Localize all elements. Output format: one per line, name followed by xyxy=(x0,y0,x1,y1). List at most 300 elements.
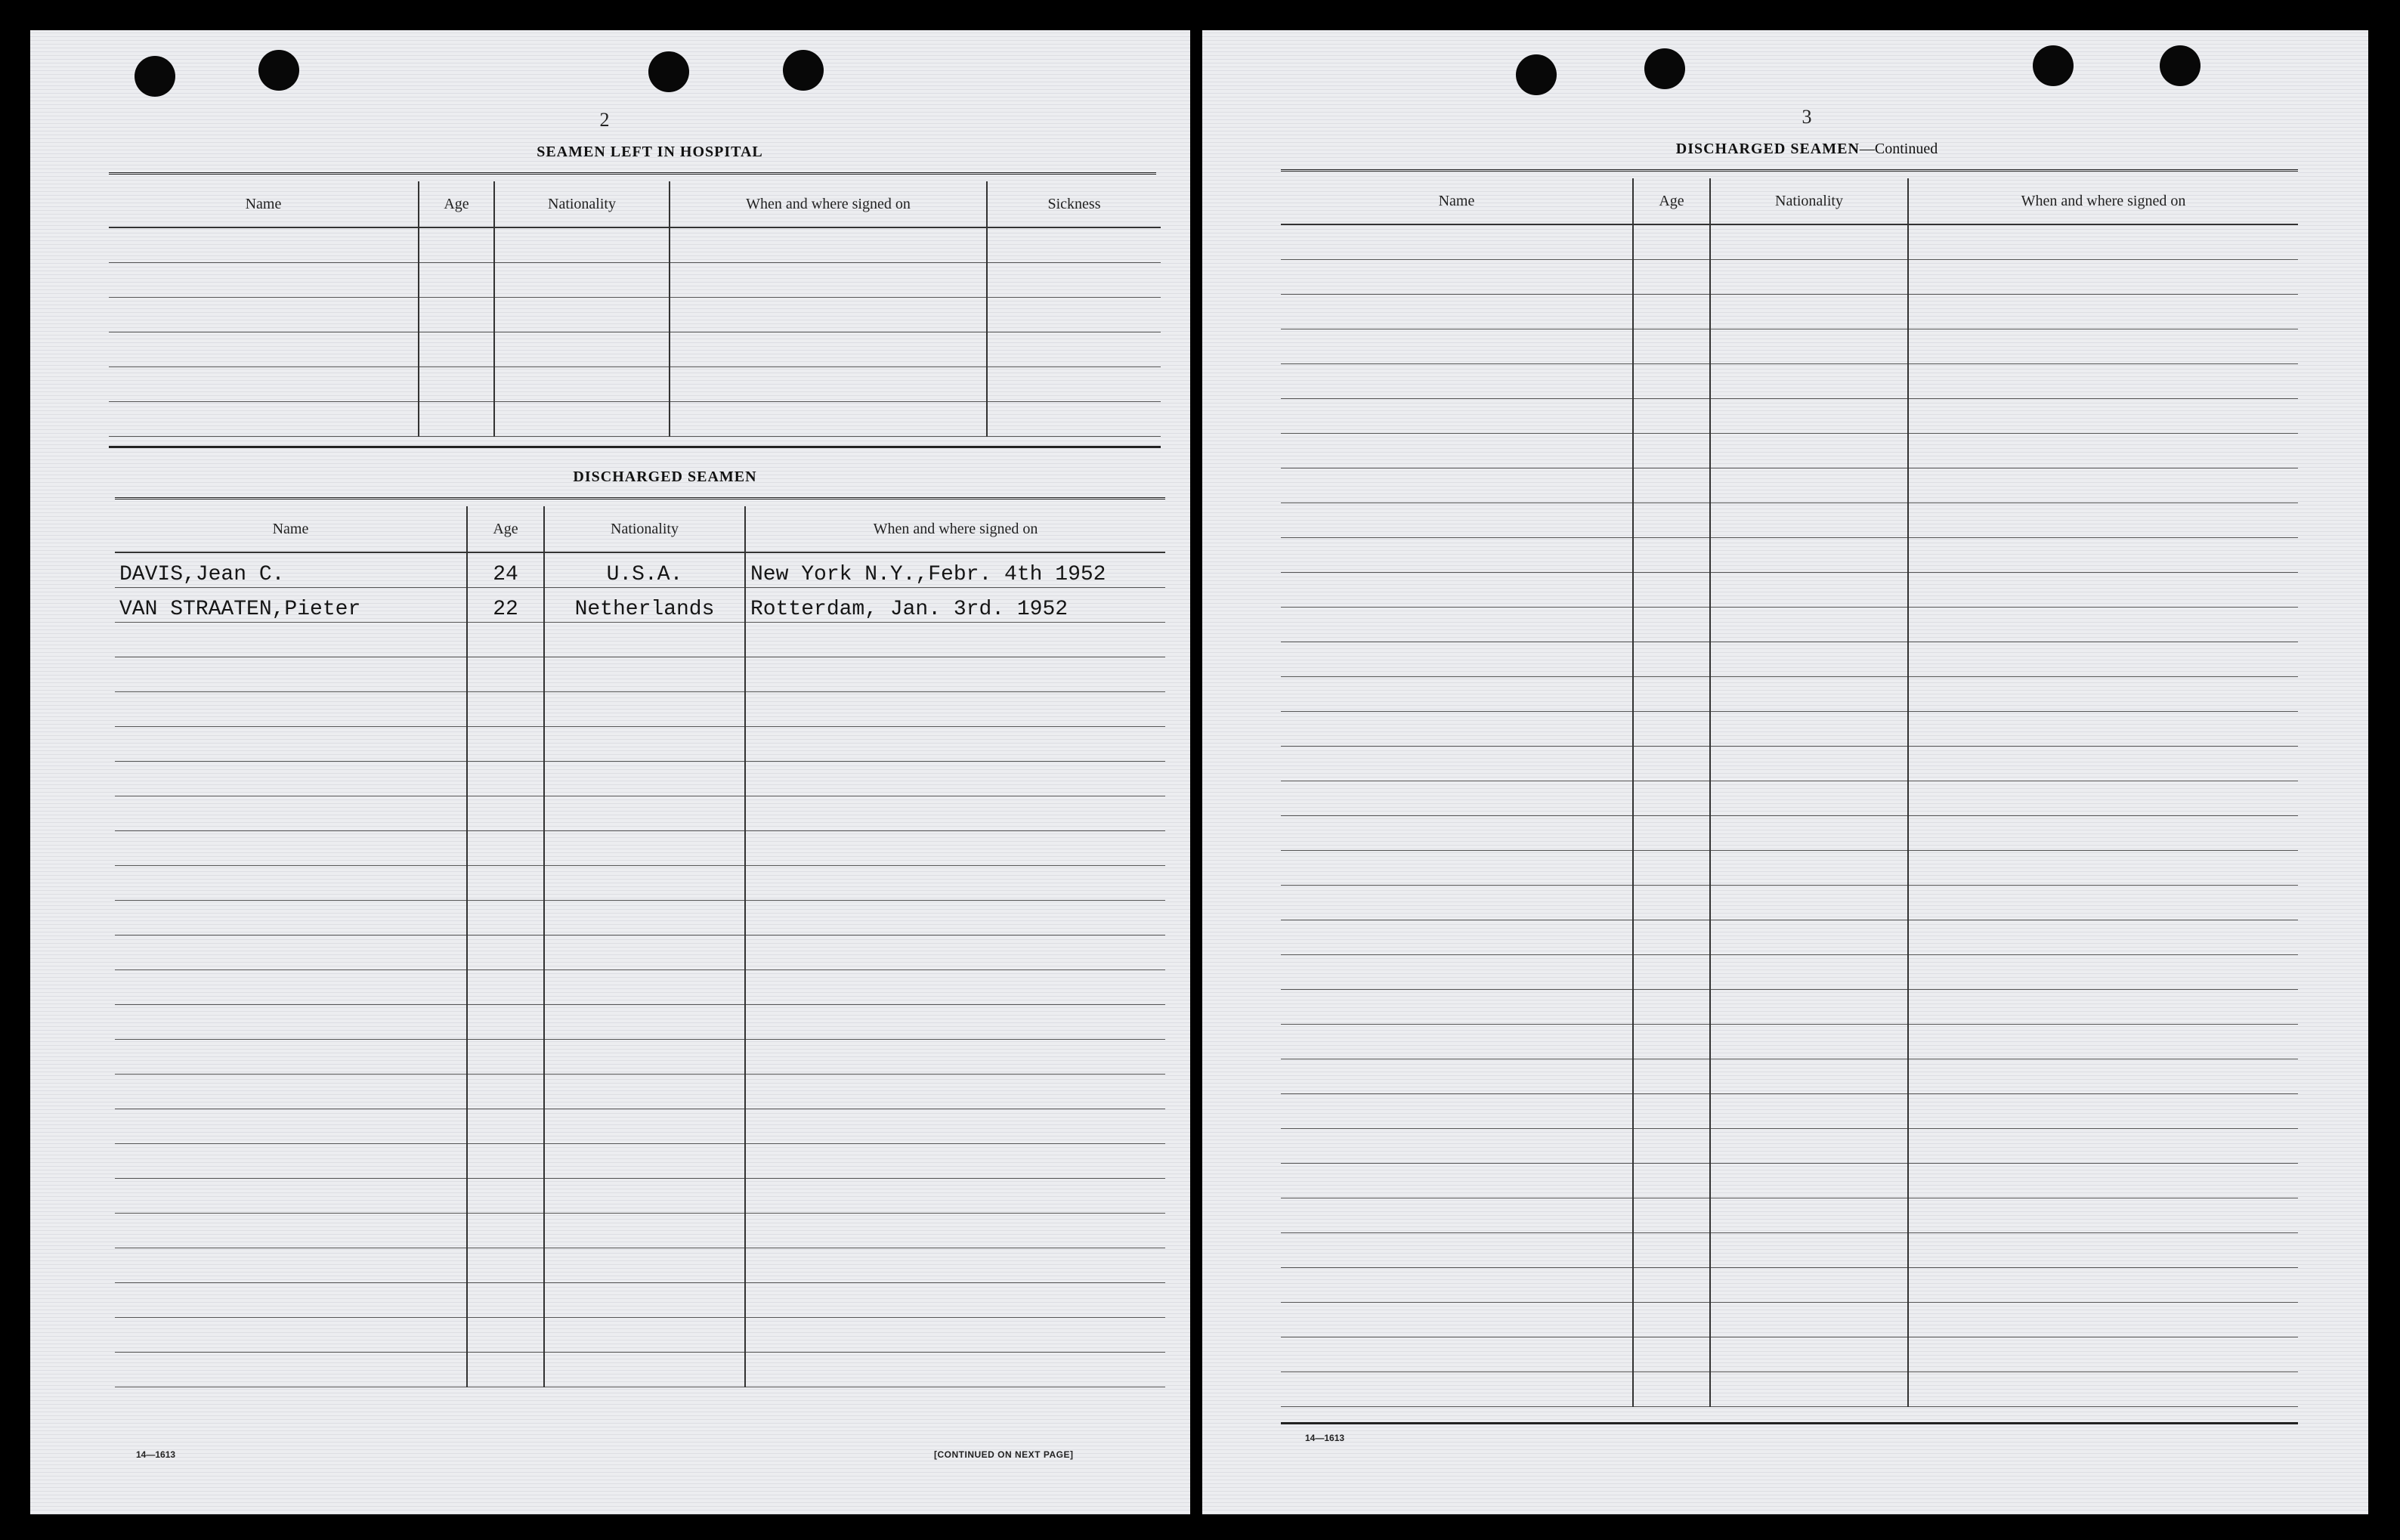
blank-cell xyxy=(109,227,419,262)
punch-hole xyxy=(135,56,175,97)
blank-row xyxy=(109,366,1161,401)
blank-cell xyxy=(1633,572,1710,607)
blank-cell xyxy=(544,1004,745,1039)
blank-cell xyxy=(544,1109,745,1143)
blank-cell xyxy=(1710,329,1908,363)
blank-cell xyxy=(1633,329,1710,363)
blank-cell xyxy=(1908,1163,2298,1198)
blank-cell xyxy=(745,1352,1165,1387)
blank-cell xyxy=(1710,1302,1908,1337)
blank-cell xyxy=(1633,1059,1710,1093)
column-header-signed-on: When and where signed on xyxy=(745,506,1165,552)
blank-cell xyxy=(115,726,467,761)
blank-cell xyxy=(115,1282,467,1317)
blank-row xyxy=(115,1143,1165,1178)
blank-cell xyxy=(1633,398,1710,433)
column-header-age: Age xyxy=(419,181,494,227)
discharged-section-title: DISCHARGED SEAMEN xyxy=(573,468,757,485)
blank-row xyxy=(1281,398,2298,433)
blank-cell xyxy=(467,1143,544,1178)
blank-cell xyxy=(419,332,494,366)
blank-row xyxy=(1281,537,2298,572)
punch-hole xyxy=(1644,48,1685,89)
blank-cell xyxy=(494,227,670,262)
blank-cell xyxy=(745,761,1165,796)
blank-cell xyxy=(115,1143,467,1178)
blank-row xyxy=(115,726,1165,761)
blank-cell xyxy=(1710,607,1908,642)
blank-cell xyxy=(987,366,1161,401)
column-header-name: Name xyxy=(1281,178,1633,224)
blank-cell xyxy=(1710,1267,1908,1302)
blank-cell xyxy=(1633,1024,1710,1059)
blank-cell xyxy=(115,1352,467,1387)
blank-cell xyxy=(467,830,544,865)
blank-cell xyxy=(1710,642,1908,676)
hospital-bottom-rule xyxy=(109,446,1161,448)
blank-cell xyxy=(1281,1198,1633,1232)
blank-cell xyxy=(467,1178,544,1213)
blank-cell xyxy=(1633,224,1710,259)
seaman-signed-on: New York N.Y.,Febr. 4th 1952 xyxy=(745,552,1165,587)
column-header-nationality: Nationality xyxy=(544,506,745,552)
blank-cell xyxy=(1633,468,1710,503)
blank-cell xyxy=(467,865,544,900)
blank-cell xyxy=(1633,815,1710,850)
title-main: DISCHARGED SEAMEN xyxy=(1675,141,1860,157)
blank-cell xyxy=(1908,503,2298,537)
blank-cell xyxy=(1633,781,1710,815)
blank-row xyxy=(115,1178,1165,1213)
blank-row xyxy=(115,830,1165,865)
blank-cell xyxy=(467,1039,544,1074)
blank-cell xyxy=(467,1282,544,1317)
blank-cell xyxy=(1633,885,1710,920)
blank-cell xyxy=(1633,537,1710,572)
blank-row xyxy=(1281,885,2298,920)
blank-row xyxy=(1281,954,2298,989)
blank-row xyxy=(1281,329,2298,363)
blank-row xyxy=(1281,1128,2298,1163)
column-header-sickness: Sickness xyxy=(987,181,1161,227)
blank-cell xyxy=(1908,1059,2298,1093)
blank-cell xyxy=(494,262,670,297)
blank-row xyxy=(115,900,1165,935)
blank-cell xyxy=(419,227,494,262)
blank-cell xyxy=(544,1074,745,1109)
blank-cell xyxy=(1281,642,1633,676)
blank-cell xyxy=(745,1143,1165,1178)
blank-cell xyxy=(1908,920,2298,954)
form-number: 14—1613 xyxy=(136,1449,176,1460)
blank-row xyxy=(1281,1024,2298,1059)
blank-cell xyxy=(1633,642,1710,676)
blank-cell xyxy=(1710,537,1908,572)
blank-cell xyxy=(494,401,670,436)
blank-cell xyxy=(1908,781,2298,815)
blank-cell xyxy=(1710,781,1908,815)
blank-cell xyxy=(1710,1232,1908,1267)
blank-cell xyxy=(1908,537,2298,572)
blank-row xyxy=(1281,259,2298,294)
blank-cell xyxy=(1710,954,1908,989)
blank-cell xyxy=(1908,815,2298,850)
blank-cell xyxy=(1281,885,1633,920)
blank-cell xyxy=(745,1039,1165,1074)
blank-cell xyxy=(467,726,544,761)
blank-cell xyxy=(1281,815,1633,850)
blank-cell xyxy=(1710,294,1908,329)
blank-row xyxy=(109,332,1161,366)
blank-cell xyxy=(1633,607,1710,642)
blank-cell xyxy=(1281,1337,1633,1371)
blank-row xyxy=(1281,1232,2298,1267)
blank-cell xyxy=(670,297,987,332)
blank-cell xyxy=(1908,1371,2298,1406)
blank-row xyxy=(1281,607,2298,642)
blank-cell xyxy=(544,726,745,761)
blank-cell xyxy=(745,796,1165,830)
blank-cell xyxy=(1908,398,2298,433)
blank-cell xyxy=(109,366,419,401)
table-header-row xyxy=(1281,178,2298,224)
blank-cell xyxy=(745,1317,1165,1352)
blank-cell xyxy=(467,1074,544,1109)
blank-row xyxy=(115,865,1165,900)
blank-cell xyxy=(1281,676,1633,711)
blank-cell xyxy=(467,1004,544,1039)
column-header-age: Age xyxy=(467,506,544,552)
blank-cell xyxy=(1281,468,1633,503)
blank-cell xyxy=(745,900,1165,935)
punch-hole xyxy=(783,50,824,91)
blank-cell xyxy=(115,865,467,900)
blank-row xyxy=(115,1248,1165,1282)
blank-cell xyxy=(544,691,745,726)
blank-row xyxy=(109,297,1161,332)
blank-cell xyxy=(544,1178,745,1213)
blank-cell xyxy=(115,900,467,935)
blank-row xyxy=(1281,815,2298,850)
punch-hole xyxy=(2160,45,2201,86)
blank-cell xyxy=(1908,468,2298,503)
blank-cell xyxy=(987,227,1161,262)
blank-cell xyxy=(670,227,987,262)
blank-cell xyxy=(745,1074,1165,1109)
blank-cell xyxy=(1281,954,1633,989)
blank-row xyxy=(1281,711,2298,746)
blank-row xyxy=(115,935,1165,969)
blank-row xyxy=(115,1074,1165,1109)
blank-cell xyxy=(544,622,745,657)
blank-cell xyxy=(1281,781,1633,815)
blank-cell xyxy=(1710,363,1908,398)
blank-row xyxy=(109,401,1161,436)
blank-cell xyxy=(1633,503,1710,537)
blank-row xyxy=(1281,781,2298,815)
continued-bottom-rule xyxy=(1281,1422,2298,1424)
blank-row xyxy=(115,796,1165,830)
blank-cell xyxy=(1633,1302,1710,1337)
blank-cell xyxy=(544,830,745,865)
blank-cell xyxy=(467,935,544,969)
blank-cell xyxy=(745,969,1165,1004)
punch-hole xyxy=(648,51,689,92)
blank-cell xyxy=(1908,1093,2298,1128)
blank-cell xyxy=(1710,676,1908,711)
column-header-nationality: Nationality xyxy=(1710,178,1908,224)
blank-row xyxy=(1281,363,2298,398)
blank-cell xyxy=(670,401,987,436)
continued-note: [CONTINUED ON NEXT PAGE] xyxy=(934,1449,1074,1460)
blank-cell xyxy=(467,761,544,796)
blank-cell xyxy=(419,366,494,401)
blank-cell xyxy=(1710,572,1908,607)
blank-cell xyxy=(115,761,467,796)
blank-cell xyxy=(1633,711,1710,746)
blank-cell xyxy=(745,1248,1165,1282)
blank-row xyxy=(115,691,1165,726)
blank-cell xyxy=(1281,363,1633,398)
seaman-nationality: Netherlands xyxy=(544,587,745,622)
blank-cell xyxy=(1281,398,1633,433)
blank-cell xyxy=(419,262,494,297)
blank-cell xyxy=(544,969,745,1004)
seaman-name: DAVIS,Jean C. xyxy=(115,552,467,587)
blank-cell xyxy=(467,796,544,830)
blank-cell xyxy=(494,297,670,332)
blank-cell xyxy=(1710,989,1908,1024)
blank-row xyxy=(1281,1059,2298,1093)
blank-cell xyxy=(1281,989,1633,1024)
punch-hole xyxy=(1516,54,1557,95)
blank-row xyxy=(1281,746,2298,781)
blank-cell xyxy=(1908,850,2298,885)
blank-cell xyxy=(1908,224,2298,259)
blank-cell xyxy=(1281,1371,1633,1406)
blank-cell xyxy=(1710,1163,1908,1198)
hospital-table xyxy=(109,181,1161,437)
blank-cell xyxy=(115,1039,467,1074)
blank-cell xyxy=(1633,954,1710,989)
blank-cell xyxy=(115,657,467,691)
blank-cell xyxy=(1281,746,1633,781)
blank-cell xyxy=(1908,1128,2298,1163)
blank-cell xyxy=(745,830,1165,865)
blank-cell xyxy=(1710,1024,1908,1059)
blank-cell xyxy=(1908,1302,2298,1337)
continued-top-rule xyxy=(1281,169,2298,174)
blank-cell xyxy=(419,297,494,332)
blank-cell xyxy=(1281,503,1633,537)
blank-cell xyxy=(1281,294,1633,329)
blank-cell xyxy=(115,1178,467,1213)
blank-cell xyxy=(1710,1059,1908,1093)
blank-cell xyxy=(1710,920,1908,954)
blank-row xyxy=(1281,1198,2298,1232)
blank-cell xyxy=(1908,363,2298,398)
blank-cell xyxy=(467,1248,544,1282)
blank-cell xyxy=(1908,259,2298,294)
blank-cell xyxy=(987,297,1161,332)
right-page xyxy=(1202,30,2368,1514)
blank-row xyxy=(1281,850,2298,885)
form-number: 14—1613 xyxy=(1305,1433,1345,1443)
blank-cell xyxy=(1281,607,1633,642)
seaman-age: 24 xyxy=(467,552,544,587)
blank-cell xyxy=(544,657,745,691)
blank-cell xyxy=(1710,433,1908,468)
blank-row xyxy=(1281,433,2298,468)
blank-cell xyxy=(745,1213,1165,1248)
blank-cell xyxy=(544,935,745,969)
table-row xyxy=(115,552,1165,587)
blank-cell xyxy=(987,262,1161,297)
blank-cell xyxy=(115,830,467,865)
blank-cell xyxy=(1710,711,1908,746)
blank-row xyxy=(1281,1371,2298,1406)
column-header-name: Name xyxy=(109,181,419,227)
blank-cell xyxy=(115,1317,467,1352)
blank-cell xyxy=(115,691,467,726)
blank-cell xyxy=(1710,815,1908,850)
blank-cell xyxy=(544,1317,745,1352)
blank-cell xyxy=(115,935,467,969)
blank-row xyxy=(115,1004,1165,1039)
blank-row xyxy=(1281,1302,2298,1337)
blank-cell xyxy=(467,1352,544,1387)
blank-cell xyxy=(467,1109,544,1143)
blank-cell xyxy=(1908,294,2298,329)
blank-cell xyxy=(987,401,1161,436)
table-row xyxy=(115,587,1165,622)
blank-cell xyxy=(419,401,494,436)
blank-cell xyxy=(115,1004,467,1039)
blank-cell xyxy=(115,796,467,830)
blank-cell xyxy=(1710,224,1908,259)
blank-cell xyxy=(1633,1371,1710,1406)
blank-cell xyxy=(467,900,544,935)
blank-cell xyxy=(1908,1337,2298,1371)
blank-cell xyxy=(1281,850,1633,885)
left-page xyxy=(30,30,1190,1514)
blank-cell xyxy=(1633,1267,1710,1302)
seaman-signed-on: Rotterdam, Jan. 3rd. 1952 xyxy=(745,587,1165,622)
blank-cell xyxy=(115,969,467,1004)
blank-row xyxy=(115,657,1165,691)
blank-cell xyxy=(1908,1024,2298,1059)
blank-cell xyxy=(745,1282,1165,1317)
hospital-section-title: SEAMEN LEFT IN HOSPITAL xyxy=(537,144,763,160)
blank-cell xyxy=(745,1178,1165,1213)
blank-row xyxy=(115,1109,1165,1143)
blank-cell xyxy=(1281,1059,1633,1093)
blank-cell xyxy=(544,865,745,900)
blank-cell xyxy=(494,332,670,366)
blank-cell xyxy=(109,297,419,332)
blank-cell xyxy=(670,332,987,366)
blank-cell xyxy=(1281,433,1633,468)
blank-cell xyxy=(1281,1232,1633,1267)
blank-cell xyxy=(1710,468,1908,503)
blank-row xyxy=(115,1213,1165,1248)
blank-cell xyxy=(544,1282,745,1317)
blank-cell xyxy=(1633,989,1710,1024)
blank-cell xyxy=(467,657,544,691)
blank-cell xyxy=(1281,711,1633,746)
blank-cell xyxy=(1908,676,2298,711)
hospital-top-rule xyxy=(109,172,1156,177)
blank-row xyxy=(115,969,1165,1004)
blank-cell xyxy=(1710,1337,1908,1371)
blank-cell xyxy=(1710,746,1908,781)
blank-cell xyxy=(670,366,987,401)
blank-cell xyxy=(109,332,419,366)
blank-cell xyxy=(745,1109,1165,1143)
blank-cell xyxy=(467,1213,544,1248)
blank-cell xyxy=(1710,1371,1908,1406)
blank-row xyxy=(115,1282,1165,1317)
blank-row xyxy=(1281,224,2298,259)
discharged-continued-table xyxy=(1281,178,2298,1407)
blank-cell xyxy=(745,935,1165,969)
blank-cell xyxy=(467,969,544,1004)
page-number: 2 xyxy=(599,109,610,131)
blank-cell xyxy=(544,1352,745,1387)
blank-cell xyxy=(1281,1128,1633,1163)
blank-row xyxy=(1281,503,2298,537)
blank-row xyxy=(1281,920,2298,954)
blank-row xyxy=(1281,1093,2298,1128)
column-header-age: Age xyxy=(1633,178,1710,224)
blank-cell xyxy=(1281,224,1633,259)
blank-cell xyxy=(1633,1163,1710,1198)
blank-cell xyxy=(1281,329,1633,363)
blank-cell xyxy=(109,401,419,436)
blank-cell xyxy=(1281,1267,1633,1302)
blank-cell xyxy=(1633,294,1710,329)
blank-cell xyxy=(1281,572,1633,607)
blank-cell xyxy=(1281,1163,1633,1198)
blank-row xyxy=(1281,468,2298,503)
blank-cell xyxy=(544,1039,745,1074)
blank-row xyxy=(1281,989,2298,1024)
blank-cell xyxy=(109,262,419,297)
blank-row xyxy=(115,1039,1165,1074)
blank-row xyxy=(115,622,1165,657)
blank-cell xyxy=(1908,1198,2298,1232)
blank-row xyxy=(115,761,1165,796)
seaman-nationality: U.S.A. xyxy=(544,552,745,587)
blank-cell xyxy=(544,1143,745,1178)
blank-cell xyxy=(115,622,467,657)
blank-cell xyxy=(544,761,745,796)
blank-cell xyxy=(1633,1232,1710,1267)
column-header-nationality: Nationality xyxy=(494,181,670,227)
blank-cell xyxy=(1633,1128,1710,1163)
blank-cell xyxy=(1633,850,1710,885)
blank-cell xyxy=(1710,1198,1908,1232)
blank-cell xyxy=(115,1248,467,1282)
blank-row xyxy=(1281,1163,2298,1198)
blank-cell xyxy=(745,726,1165,761)
blank-cell xyxy=(1908,885,2298,920)
blank-cell xyxy=(544,796,745,830)
seaman-name: VAN STRAATEN,Pieter xyxy=(115,587,467,622)
blank-cell xyxy=(745,622,1165,657)
blank-cell xyxy=(1281,537,1633,572)
blank-cell xyxy=(745,691,1165,726)
